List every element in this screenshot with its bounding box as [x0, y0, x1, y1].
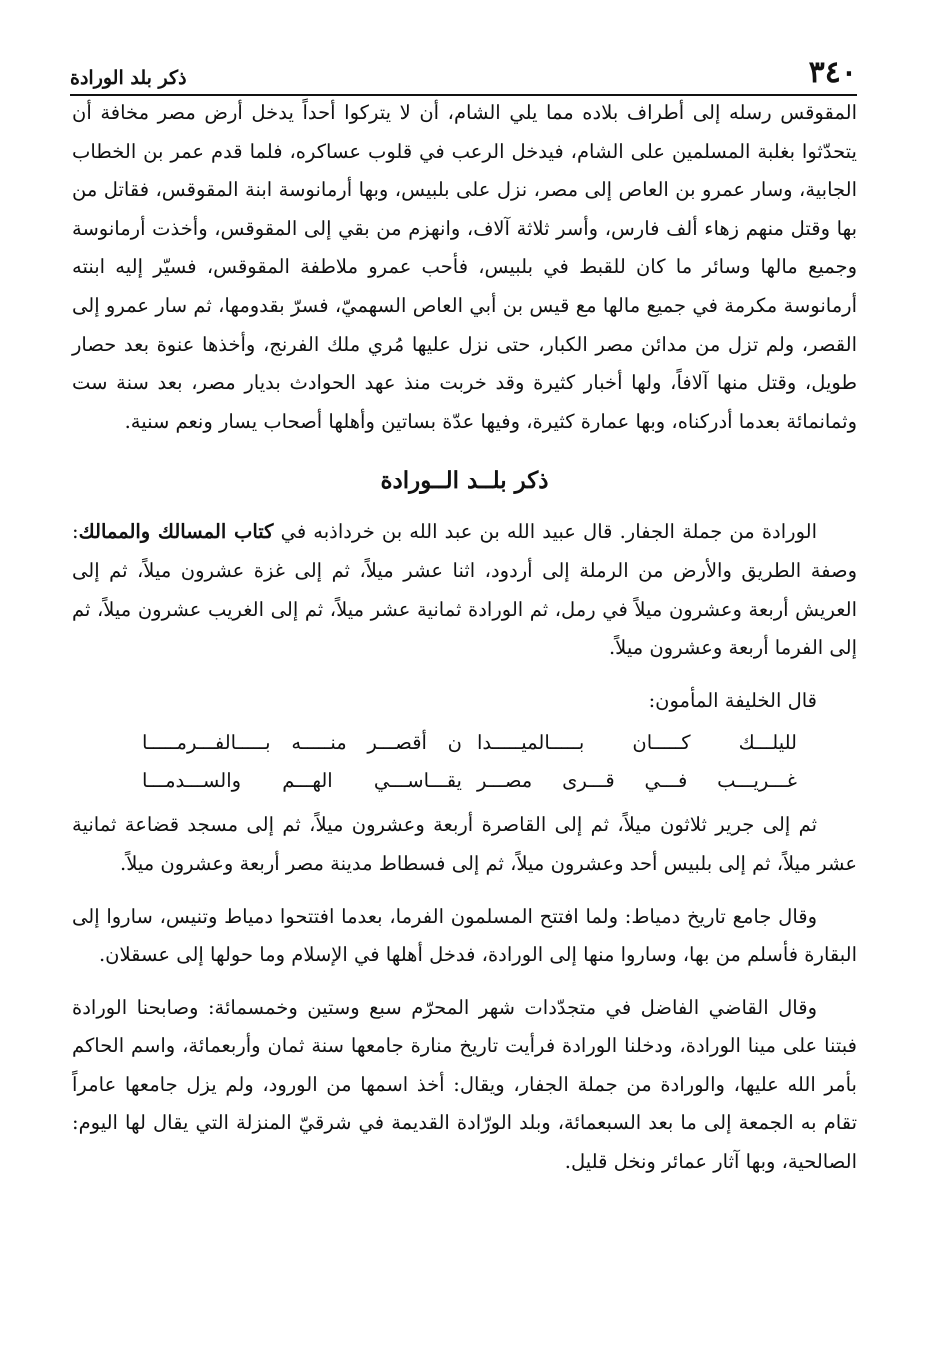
- page-number: ٣٤٠: [808, 55, 857, 90]
- verse-second-hemistich: ن أقصـــر منـــــه بـــــالفـــرمـــــا: [142, 731, 462, 755]
- verse-first-hemistich: لليلـــك كـــــان بـــــالميـــــدا: [477, 731, 797, 755]
- paragraph-route: ثم إلى جرير ثلاثون ميلاً، ثم إلى القاصرة أربعة وعشرون ميلاً، ثم إلى مسجد قضاعة ثمانية عشر ميلاً، ثم إلى بلبيس أحد وعشرون ميلاً، ثم إلى فسطاط مدينة مصر أربعة وعشرون ميلاً.: [72, 813, 857, 875]
- paragraph-intro-lead: الورادة من جملة الجفار. قال عبيد الله بن عبد الله بن خرداذبه في: [273, 520, 818, 544]
- poem-verse: [72, 762, 857, 800]
- paragraph-intro-rest: : وصفة الطريق والأرض من الرملة إلى أردود، اثنا عشر ميلاً، ثم إلى غزة عشرون ميلاً، ثم إلى العريش أربعة وعشرون ميلاً في رمل، ثم الورادة ثمانية عشر ميلاً، ثم إلى الغريب عشرون ميلاً، ثم إلى الفرما أربعة وعشرون ميلاً.: [72, 520, 857, 660]
- verse-first-hemistich: غـــريـــب فـــي قـــرى مصـــر: [477, 769, 797, 793]
- book-title: كتاب المسالك والممالك: [78, 520, 274, 544]
- running-title: ذكر بلد الورادة: [70, 67, 187, 89]
- paragraph-damietta: وقال جامع تاريخ دمياط: ولما افتتح المسلمون الفرما، بعدما افتتحوا دمياط وتنيس، ساروا إلى البقارة فأسلم من بها، وساروا منها إلى الورادة، فدخل أهلها في الإسلام وما حولها إلى عسقلان.: [72, 904, 857, 967]
- paragraph-qadi-fadil: وقال القاضي الفاضل في متجدّدات شهر المحرّم سبع وستين وخمسمائة: وصابحنا الورادة فبتنا على مينا الورادة، ودخلنا الورادة فرأيت تاريخ منارة جامعها سنة ثمان وأربعمائة، واسم الحاكم بأمر الله عليها، والورادة من جملة الجفار، ويقال: أخذ اسمها من الورود، ولم يزل جامعها عامراً تقام به الجمعة إلى ما بعد السبعمائة، وبلد الورّادة القديمة في شرقيّ المنزلة التي يقال لها اليوم: الصالحية، وبها آثار عمائر ونخل قليل.: [72, 995, 857, 1174]
- verse-second-hemistich: يقـــاســـي الهـــم والســـدمـــا: [142, 769, 462, 793]
- paragraph-intro: [72, 513, 857, 667]
- poem: [72, 724, 857, 800]
- section-title: ذكر بلــد الــورادة: [380, 467, 549, 495]
- page-header: [70, 40, 857, 96]
- paragraph-continuation: المقوقس رسله إلى أطراف بلاده مما يلي الشام، أن لا يتركوا أحداً يدخل أرض مصر مخافة أن يتحدّثوا بغلبة المسلمين على الشام، فيدخل الرعب في قلوب عساكره، فلما قدم عمر بن الخطاب الجابية، وسار عمرو بن العاص إلى مصر، نزل على بلبيس، وبها أرمانوسة ابنة المقوقس، فقاتل من بها وقتل منهم زهاء ألف فارس، وأسر ثلاثة آلاف، وانهزم من بقي إلى المقوقس، وأخذت أرمانوسة وجميع مالها وسائر ما كان للقبط في بلبيس، فأحب عمرو ملاطفة المقوقس، فسيّر إليه ابنته أرمانوسة مكرمة في جميع مالها مع قيس بن أبي العاص السهميّ، فسرّ بقدومها، ثم سار عمرو إلى القصر، ولم تزل من مدائن مصر الكبار، حتى نزل عليها مُري ملك الفرنج، وأخذها عنوة بعد حصار طويل، وقتل منها آلافاً، ولها أخبار كثيرة وقد خربت منذ عهد الحوادث بديار مصر، بعد سنة ست وثمانمائة بعدما أدركناه، وبها عمارة كثيرة، وفيها عدّة بساتين وأهلها أصحاب يسار ونعم سنية.: [72, 101, 857, 433]
- poem-intro: قال الخليفة المأمون:: [648, 688, 817, 712]
- page-body: [72, 94, 857, 1182]
- poem-verse: [72, 724, 857, 762]
